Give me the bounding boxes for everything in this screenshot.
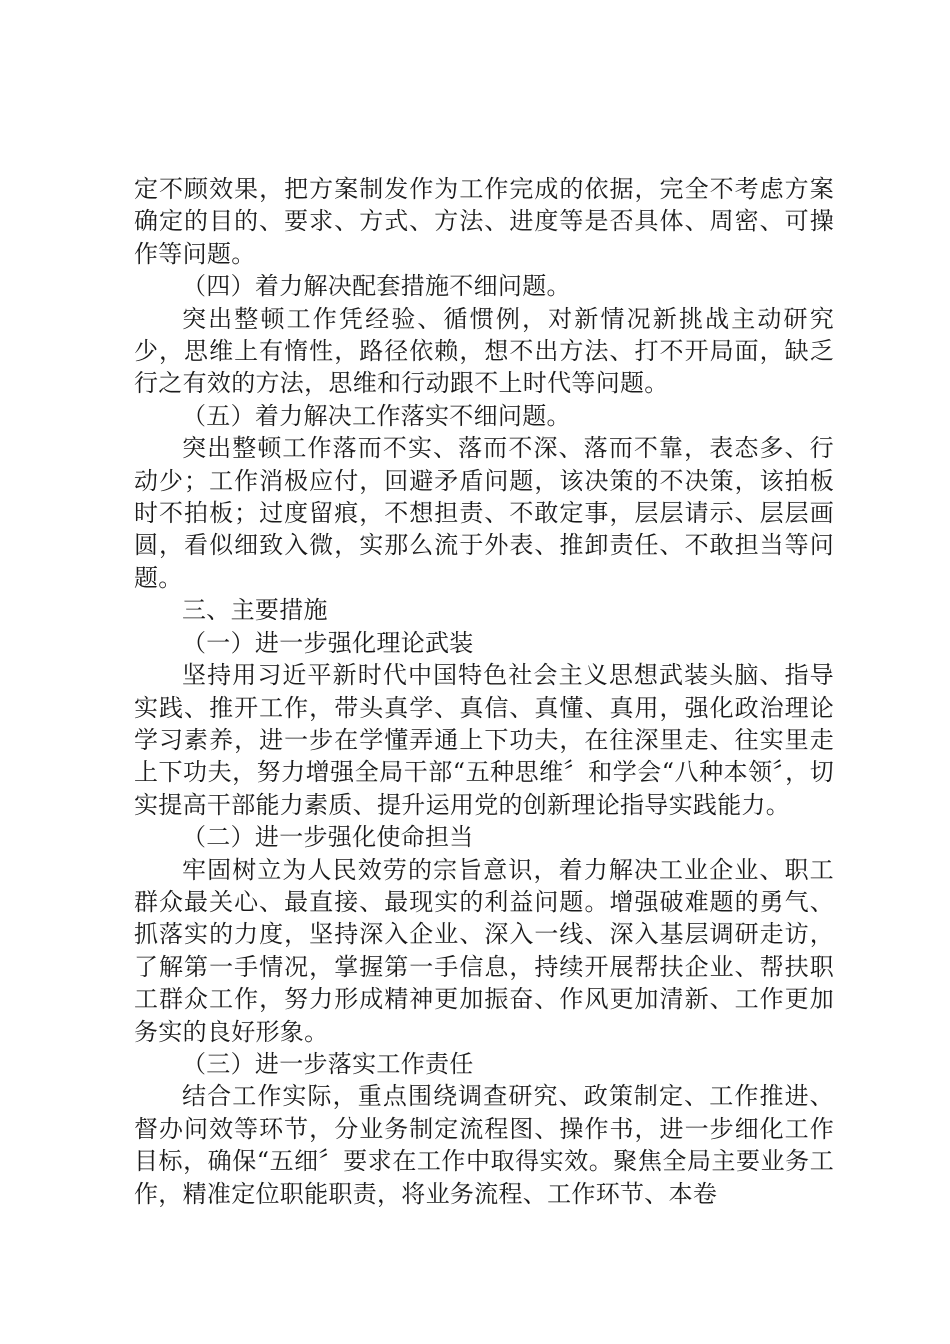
section-heading-3: （三）进一步落实工作责任	[182, 1049, 474, 1078]
paragraph-body: 结合工作实际，重点围绕调查研究、政策制定、工作推进、督办问效等环节，分业务制定流程图、操作书，进一步细化工作目标，确保“五细〞要求在工作中取得实效。聚焦全局主要业务工作，精准定位职能职责，将业务流程、工作环节、本卷	[134, 1082, 834, 1208]
paragraph-body: 牢固树立为人民效劳的宗旨意识，着力解决工业企业、职工群众最关心、最直接、最现实的利益问题。增强破难题的勇气、抓落实的力度，坚持深入企业、深入一线、深入基层调研走访，了解第一手情况，掌握第一手信息，持续开展帮扶企业、帮扶职工群众工作，努力形成精神更加振奋、作风更加清新、工作更加务实的良好形象。	[134, 855, 834, 1046]
section-heading-5: （五）着力解决工作落实不细问题。	[182, 401, 571, 430]
section-heading-2: （二）进一步强化使命担当	[182, 823, 474, 852]
document-body	[134, 173, 834, 1210]
section-heading-1: （一）进一步强化理论武装	[182, 628, 474, 657]
paragraph-body: 突出整顿工作凭经验、循惯例，对新情况新挑战主动研究少，思维上有惰性，路径依赖，想不出方法、打不开局面，缺乏行之有效的方法，思维和行动跟不上时代等问题。	[134, 304, 834, 398]
paragraph-continuation: 定不顾效果，把方案制发作为工作完成的依据，完全不考虑方案确定的目的、要求、方式、方法、进度等是否具体、周密、可操作等问题。	[134, 175, 834, 268]
section-heading-4: （四）着力解决配套措施不细问题。	[182, 272, 571, 301]
chapter-heading-main-measures: 三、主要措施	[182, 596, 328, 625]
paragraph-body: 突出整顿工作落而不实、落而不深、落而不靠，表态多、行动少；工作消极应付，回避矛盾问题，该决策的不决策，该拍板时不拍板；过度留痕，不想担责、不敢定事，层层请示、层层画圆，看似细致入微，实那么流于外表、推卸责任、不敢担当等问题。	[134, 434, 834, 592]
paragraph-body: 坚持用习近平新时代中国特色社会主义思想武装头脑、指导实践、推开工作，带头真学、真信、真懂、真用，强化政治理论学习素养，进一步在学懂弄通上下功夫，在往深里走、往实里走上下功夫，努力增强全局干部“五种思维〞和学会“八种本领〞，切实提高干部能力素质、提升运用党的创新理论指导实践能力。	[134, 661, 834, 819]
